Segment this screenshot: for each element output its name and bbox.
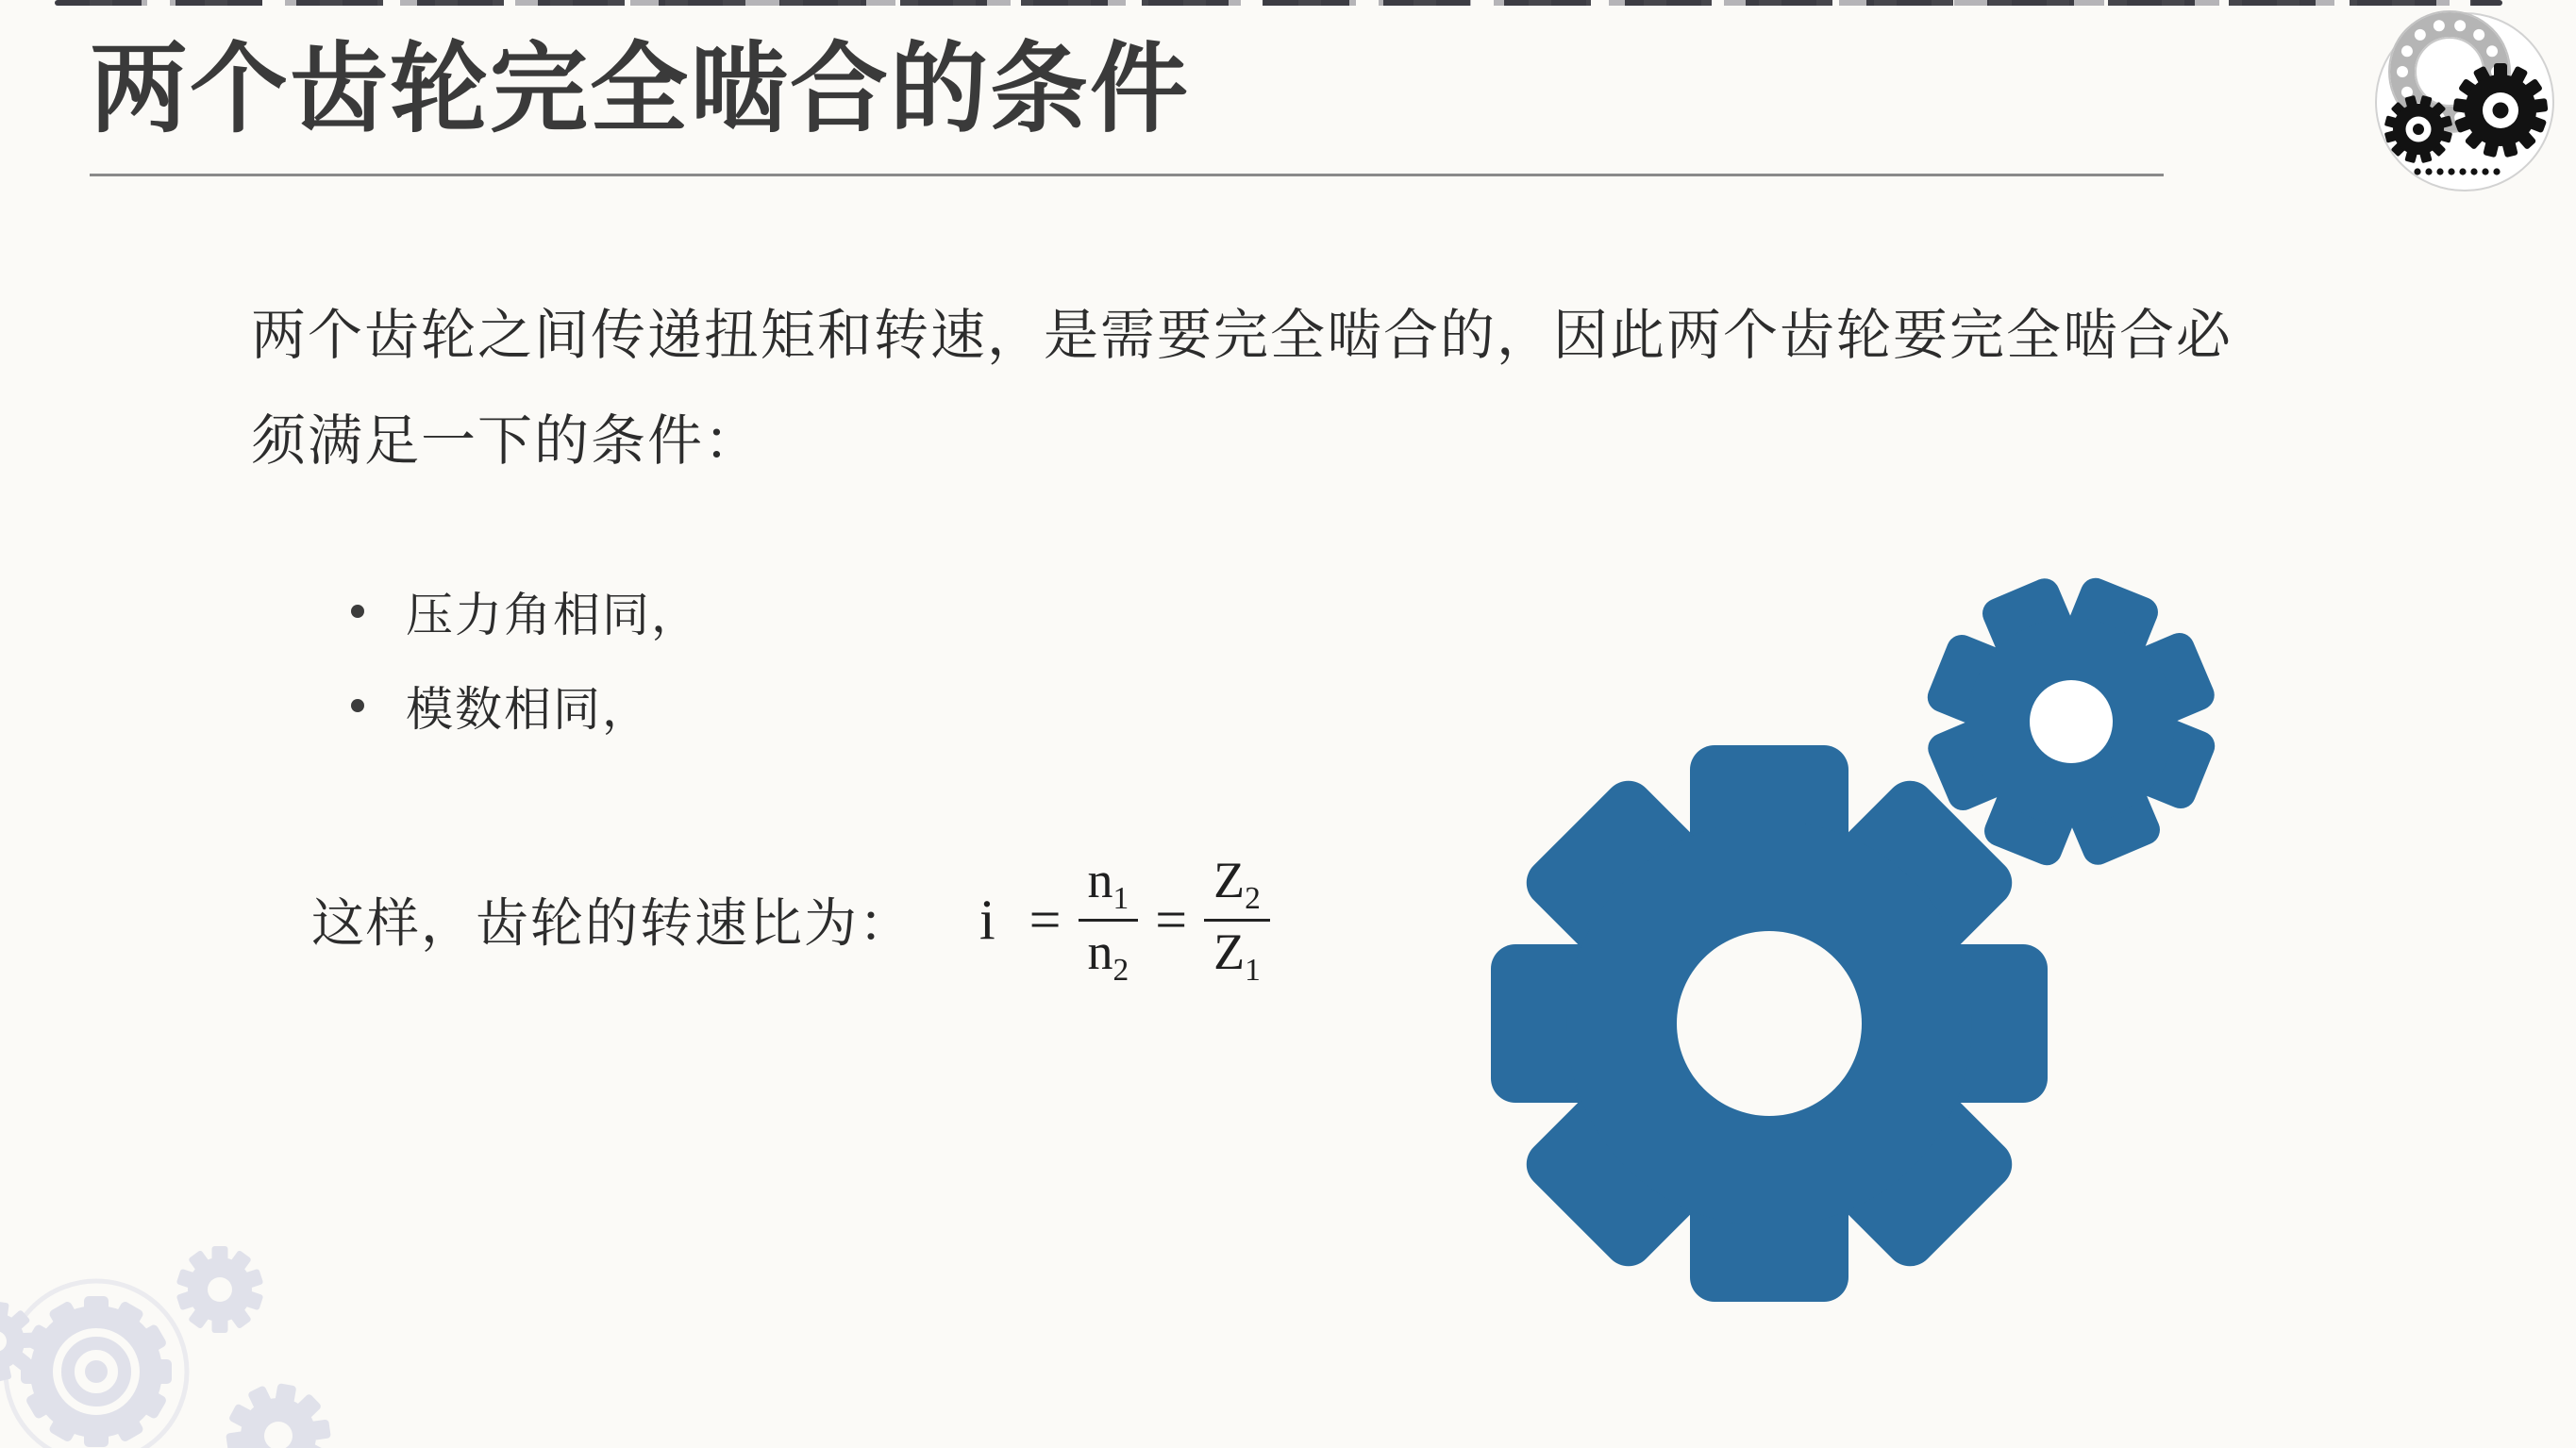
bullet-label: 模数相同， xyxy=(406,683,651,736)
ratio-sentence xyxy=(311,854,1270,987)
fraction-n: $\frac{n_1}{n_2}$ xyxy=(1079,854,1139,987)
logo-small-gear-icon xyxy=(2384,95,2452,163)
bullet-label: 压力角相同， xyxy=(406,589,700,641)
watermark-gear-icon xyxy=(21,1296,172,1447)
equals-sign: = xyxy=(1155,888,1188,951)
ratio-label: 这样，齿轮的转速比为： xyxy=(311,893,913,954)
intro-paragraph xyxy=(251,283,2327,494)
watermark-gear-icon xyxy=(176,1246,264,1333)
fraction-z: $\frac{Z_2}{Z_1}$ xyxy=(1204,854,1270,987)
top-edge-strip xyxy=(55,0,2502,6)
bullet-icon xyxy=(351,605,364,618)
faded-gears-watermark xyxy=(0,1200,415,1448)
page-title: 两个齿轮完全啮合的条件 xyxy=(90,35,1191,144)
large-gear-icon xyxy=(1491,745,2048,1302)
paragraph-line: 须满足一下的条件： xyxy=(251,410,761,472)
bullet-item xyxy=(351,564,700,658)
bullet-icon xyxy=(351,699,364,712)
formula-var-i: i xyxy=(979,888,995,951)
bullet-item xyxy=(351,658,700,753)
gears-bearing-logo-icon xyxy=(2370,8,2559,196)
bullet-list xyxy=(351,564,700,753)
paragraph-line: 两个齿轮之间传递扭矩和转速，是需要完全啮合的，因此两个齿轮要完全啮合必 xyxy=(251,305,2233,366)
speed-ratio-formula xyxy=(979,854,1270,987)
small-gear-icon xyxy=(1923,574,2219,870)
watermark-gear-icon xyxy=(226,1383,331,1448)
two-blue-gears-illustration xyxy=(1472,538,2255,1321)
title-underline xyxy=(90,174,2164,176)
equals-sign: = xyxy=(1029,888,1062,951)
